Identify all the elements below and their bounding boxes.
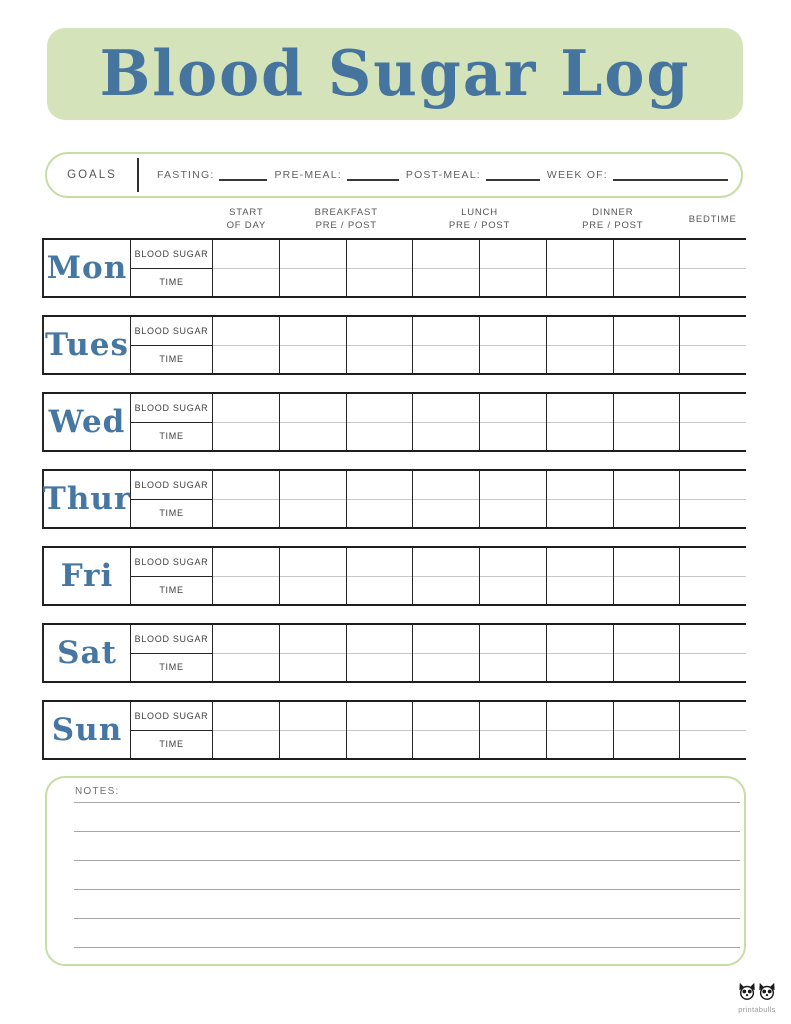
goals-fields <box>139 169 547 181</box>
entry-cell-blood-sugar[interactable] <box>213 471 279 500</box>
notes-label: NOTES: <box>75 786 120 797</box>
entry-cell-blood-sugar[interactable] <box>547 240 613 269</box>
entry-column-1 <box>213 625 279 681</box>
entry-cell-time[interactable] <box>280 423 346 451</box>
entry-cell-time[interactable] <box>480 577 546 605</box>
entry-column-5 <box>479 394 546 450</box>
page-title: Blood Sugar Log <box>99 37 691 111</box>
entry-cell-time[interactable] <box>547 731 613 759</box>
entry-column-7 <box>613 394 680 450</box>
entry-column-6 <box>546 394 613 450</box>
entry-cell-blood-sugar[interactable] <box>280 471 346 500</box>
entry-cell-blood-sugar[interactable] <box>347 394 413 423</box>
entry-cell-time[interactable] <box>547 500 613 528</box>
row-label-blood-sugar: BLOOD SUGAR <box>131 394 212 423</box>
entry-column-5 <box>479 240 546 296</box>
entry-cell-time[interactable] <box>413 423 479 451</box>
entry-cell-time[interactable] <box>413 731 479 759</box>
entry-cell-time[interactable] <box>547 269 613 297</box>
entry-column-4 <box>412 394 479 450</box>
entry-cell-time[interactable] <box>480 654 546 682</box>
entry-cell-time[interactable] <box>614 500 680 528</box>
entry-column-2 <box>279 702 346 758</box>
entry-column-3 <box>346 317 413 373</box>
row-label-blood-sugar: BLOOD SUGAR <box>131 317 212 346</box>
entry-column-1 <box>213 317 279 373</box>
entry-column-2 <box>279 625 346 681</box>
entry-column-7 <box>613 471 680 527</box>
entry-cell-time[interactable] <box>347 423 413 451</box>
notes-line[interactable] <box>74 889 740 890</box>
entry-cell-blood-sugar[interactable] <box>680 702 746 731</box>
title-banner <box>47 28 743 120</box>
entry-cell-time[interactable] <box>480 346 546 374</box>
entry-column-8 <box>679 548 746 604</box>
entry-cell-blood-sugar[interactable] <box>547 702 613 731</box>
entry-cell-time[interactable] <box>347 346 413 374</box>
entry-cell-blood-sugar[interactable] <box>480 548 546 577</box>
entry-cell-blood-sugar[interactable] <box>614 317 680 346</box>
row-label-time: TIME <box>159 431 184 442</box>
day-label: Fri <box>60 558 114 594</box>
entry-cell-time[interactable] <box>280 346 346 374</box>
entry-cell-blood-sugar[interactable] <box>547 394 613 423</box>
entry-cell-time[interactable] <box>413 577 479 605</box>
entry-cell-blood-sugar[interactable] <box>413 548 479 577</box>
entry-cell-time[interactable] <box>280 731 346 759</box>
entry-column-6 <box>546 317 613 373</box>
entry-cell-blood-sugar[interactable] <box>480 471 546 500</box>
entry-column-2 <box>279 471 346 527</box>
entry-cell-time[interactable] <box>413 654 479 682</box>
entry-column-4 <box>412 471 479 527</box>
entry-cell-time[interactable] <box>347 577 413 605</box>
row-label-time: TIME <box>159 354 184 365</box>
entry-cell-time[interactable] <box>280 269 346 297</box>
entry-column-7 <box>613 625 680 681</box>
notes-line[interactable] <box>74 918 740 919</box>
entry-cell-blood-sugar[interactable] <box>413 625 479 654</box>
notes-line[interactable] <box>74 802 740 803</box>
row-label-time: TIME <box>159 662 184 673</box>
entry-cell-blood-sugar[interactable] <box>480 625 546 654</box>
row-label-blood-sugar: BLOOD SUGAR <box>131 702 212 731</box>
goals-bar <box>45 152 743 198</box>
entry-cell-blood-sugar[interactable] <box>614 702 680 731</box>
row-label-blood-sugar: BLOOD SUGAR <box>131 471 212 500</box>
entry-cell-blood-sugar[interactable] <box>413 317 479 346</box>
entry-column-8 <box>679 394 746 450</box>
row-labels <box>130 548 213 604</box>
row-labels <box>130 240 213 296</box>
brand-text: printabulls <box>738 1005 776 1014</box>
entry-grid <box>213 548 746 604</box>
entry-cell-time[interactable] <box>480 731 546 759</box>
entry-cell-blood-sugar[interactable] <box>480 702 546 731</box>
entry-grid <box>213 240 746 296</box>
row-label-blood-sugar: BLOOD SUGAR <box>131 548 212 577</box>
header-breakfast: BREAKFAST PRE / POST <box>314 207 378 231</box>
row-labels <box>130 702 213 758</box>
entry-column-7 <box>613 317 680 373</box>
day-row-wed <box>42 392 746 452</box>
entry-cell-time[interactable] <box>547 346 613 374</box>
pre-meal-input[interactable] <box>347 169 399 181</box>
entry-column-2 <box>279 240 346 296</box>
header-start-of-day: START OF DAY <box>226 207 267 231</box>
entry-cell-blood-sugar[interactable] <box>347 625 413 654</box>
day-label: Sat <box>57 635 117 671</box>
entry-cell-time[interactable] <box>413 500 479 528</box>
entry-cell-time[interactable] <box>680 654 746 682</box>
entry-cell-blood-sugar[interactable] <box>614 548 680 577</box>
entry-cell-blood-sugar[interactable] <box>213 394 279 423</box>
row-labels <box>130 625 213 681</box>
entry-cell-time[interactable] <box>680 731 746 759</box>
entry-cell-blood-sugar[interactable] <box>347 548 413 577</box>
entry-cell-time[interactable] <box>280 577 346 605</box>
entry-column-1 <box>213 471 279 527</box>
entry-cell-blood-sugar[interactable] <box>680 625 746 654</box>
entry-cell-blood-sugar[interactable] <box>480 394 546 423</box>
entry-column-5 <box>479 548 546 604</box>
printabulls-logo <box>733 982 781 1014</box>
entry-column-8 <box>679 317 746 373</box>
entry-cell-blood-sugar[interactable] <box>680 240 746 269</box>
entry-column-2 <box>279 394 346 450</box>
entry-cell-blood-sugar[interactable] <box>347 471 413 500</box>
entry-cell-time[interactable] <box>547 654 613 682</box>
post-meal-label: POST-MEAL: <box>405 169 481 181</box>
day-label: Sun <box>51 712 123 748</box>
entry-column-3 <box>346 394 413 450</box>
entry-grid <box>213 317 746 373</box>
post-meal-input[interactable] <box>486 169 540 181</box>
entry-cell-blood-sugar[interactable] <box>614 240 680 269</box>
entry-column-3 <box>346 625 413 681</box>
entry-cell-blood-sugar[interactable] <box>413 702 479 731</box>
header-dinner: DINNER PRE / POST <box>582 207 644 231</box>
entry-cell-blood-sugar[interactable] <box>280 240 346 269</box>
entry-cell-time[interactable] <box>480 423 546 451</box>
row-labels <box>130 317 213 373</box>
entry-cell-blood-sugar[interactable] <box>413 394 479 423</box>
entry-cell-time[interactable] <box>614 346 680 374</box>
entry-cell-blood-sugar[interactable] <box>680 317 746 346</box>
entry-cell-time[interactable] <box>347 654 413 682</box>
entry-cell-time[interactable] <box>413 269 479 297</box>
entry-cell-time[interactable] <box>547 423 613 451</box>
entry-cell-time[interactable] <box>213 731 279 759</box>
entry-column-3 <box>346 702 413 758</box>
entry-cell-time[interactable] <box>213 577 279 605</box>
day-row-fri <box>42 546 746 606</box>
entry-cell-time[interactable] <box>680 269 746 297</box>
entry-column-3 <box>346 548 413 604</box>
entry-cell-blood-sugar[interactable] <box>413 471 479 500</box>
entry-column-5 <box>479 317 546 373</box>
entry-cell-blood-sugar[interactable] <box>480 317 546 346</box>
entry-column-1 <box>213 548 279 604</box>
row-label-blood-sugar: BLOOD SUGAR <box>131 625 212 654</box>
entry-cell-blood-sugar[interactable] <box>680 548 746 577</box>
entry-cell-time[interactable] <box>213 500 279 528</box>
day-label: Tues <box>45 327 129 363</box>
notes-line[interactable] <box>74 860 740 861</box>
fasting-input[interactable] <box>219 169 267 181</box>
entry-grid <box>213 702 746 758</box>
entry-column-6 <box>546 548 613 604</box>
entry-column-1 <box>213 240 279 296</box>
entry-column-4 <box>412 548 479 604</box>
entry-cell-blood-sugar[interactable] <box>280 702 346 731</box>
day-row-tues <box>42 315 746 375</box>
entry-cell-time[interactable] <box>680 346 746 374</box>
entry-cell-blood-sugar[interactable] <box>280 317 346 346</box>
entry-cell-time[interactable] <box>614 654 680 682</box>
row-label-time: TIME <box>159 585 184 596</box>
entry-column-4 <box>412 240 479 296</box>
entry-column-5 <box>479 471 546 527</box>
entry-cell-time[interactable] <box>480 269 546 297</box>
entry-cell-blood-sugar[interactable] <box>347 702 413 731</box>
row-label-time: TIME <box>159 277 184 288</box>
day-row-mon <box>42 238 746 298</box>
entry-cell-blood-sugar[interactable] <box>680 471 746 500</box>
entry-cell-blood-sugar[interactable] <box>213 702 279 731</box>
entry-column-6 <box>546 625 613 681</box>
entry-cell-blood-sugar[interactable] <box>680 394 746 423</box>
entry-cell-time[interactable] <box>614 577 680 605</box>
entry-cell-time[interactable] <box>280 654 346 682</box>
entry-column-2 <box>279 548 346 604</box>
entry-cell-time[interactable] <box>347 269 413 297</box>
entry-cell-time[interactable] <box>680 577 746 605</box>
entry-cell-time[interactable] <box>614 731 680 759</box>
entry-cell-time[interactable] <box>547 577 613 605</box>
entry-column-7 <box>613 240 680 296</box>
entry-column-8 <box>679 240 746 296</box>
entry-grid <box>213 625 746 681</box>
entry-cell-time[interactable] <box>480 500 546 528</box>
entry-column-6 <box>546 471 613 527</box>
entry-column-8 <box>679 702 746 758</box>
entry-cell-blood-sugar[interactable] <box>547 625 613 654</box>
entry-column-4 <box>412 317 479 373</box>
day-label: Mon <box>46 250 128 286</box>
entry-column-6 <box>546 240 613 296</box>
entry-cell-blood-sugar[interactable] <box>280 625 346 654</box>
entry-cell-blood-sugar[interactable] <box>213 625 279 654</box>
entry-cell-blood-sugar[interactable] <box>213 240 279 269</box>
notes-section <box>45 776 746 966</box>
entry-column-6 <box>546 702 613 758</box>
header-bedtime: BEDTIME <box>688 213 737 225</box>
entry-column-4 <box>412 625 479 681</box>
entry-column-5 <box>479 702 546 758</box>
entry-cell-time[interactable] <box>213 423 279 451</box>
entry-grid <box>213 394 746 450</box>
entry-column-4 <box>412 702 479 758</box>
entry-cell-blood-sugar[interactable] <box>614 394 680 423</box>
entry-cell-blood-sugar[interactable] <box>280 394 346 423</box>
entry-column-5 <box>479 625 546 681</box>
entry-cell-time[interactable] <box>614 423 680 451</box>
entry-cell-blood-sugar[interactable] <box>280 548 346 577</box>
entry-cell-blood-sugar[interactable] <box>347 240 413 269</box>
entry-cell-time[interactable] <box>347 731 413 759</box>
entry-cell-time[interactable] <box>213 346 279 374</box>
entry-cell-blood-sugar[interactable] <box>547 548 613 577</box>
fasting-label: FASTING: <box>157 169 215 181</box>
day-label: Wed <box>48 404 126 440</box>
entry-column-7 <box>613 548 680 604</box>
bulldogs-icon <box>737 982 777 1001</box>
entry-cell-blood-sugar[interactable] <box>413 240 479 269</box>
entry-column-8 <box>679 471 746 527</box>
entry-grid <box>213 471 746 527</box>
entry-cell-blood-sugar[interactable] <box>614 625 680 654</box>
notes-line[interactable] <box>74 831 740 832</box>
entry-cell-time[interactable] <box>213 269 279 297</box>
entry-column-3 <box>346 471 413 527</box>
entry-cell-blood-sugar[interactable] <box>213 548 279 577</box>
day-label: Thur <box>42 481 132 517</box>
row-label-time: TIME <box>159 508 184 519</box>
entry-cell-blood-sugar[interactable] <box>213 317 279 346</box>
entry-cell-blood-sugar[interactable] <box>347 317 413 346</box>
row-label-blood-sugar: BLOOD SUGAR <box>131 240 212 269</box>
entry-cell-time[interactable] <box>680 423 746 451</box>
entry-cell-time[interactable] <box>614 269 680 297</box>
entry-cell-blood-sugar[interactable] <box>480 240 546 269</box>
day-row-sat <box>42 623 746 683</box>
entry-cell-blood-sugar[interactable] <box>547 317 613 346</box>
entry-column-8 <box>679 625 746 681</box>
entry-column-1 <box>213 702 279 758</box>
row-labels <box>130 471 213 527</box>
entry-column-7 <box>613 702 680 758</box>
day-row-sun <box>42 700 746 760</box>
entry-cell-time[interactable] <box>413 346 479 374</box>
notes-line[interactable] <box>74 947 740 948</box>
entry-cell-blood-sugar[interactable] <box>614 471 680 500</box>
header-lunch: LUNCH PRE / POST <box>448 207 511 231</box>
entry-cell-time[interactable] <box>213 654 279 682</box>
week-of-label: WEEK OF: <box>546 169 608 181</box>
day-row-thur <box>42 469 746 529</box>
entry-column-2 <box>279 317 346 373</box>
entry-column-3 <box>346 240 413 296</box>
week-of-input[interactable] <box>613 169 728 181</box>
column-headers <box>213 205 746 235</box>
entry-cell-time[interactable] <box>280 500 346 528</box>
entry-cell-time[interactable] <box>347 500 413 528</box>
pre-meal-label: PRE-MEAL: <box>274 169 342 181</box>
row-labels <box>130 394 213 450</box>
goals-label: GOALS <box>67 169 117 181</box>
entry-column-1 <box>213 394 279 450</box>
row-label-time: TIME <box>159 739 184 750</box>
entry-cell-blood-sugar[interactable] <box>547 471 613 500</box>
entry-cell-time[interactable] <box>680 500 746 528</box>
